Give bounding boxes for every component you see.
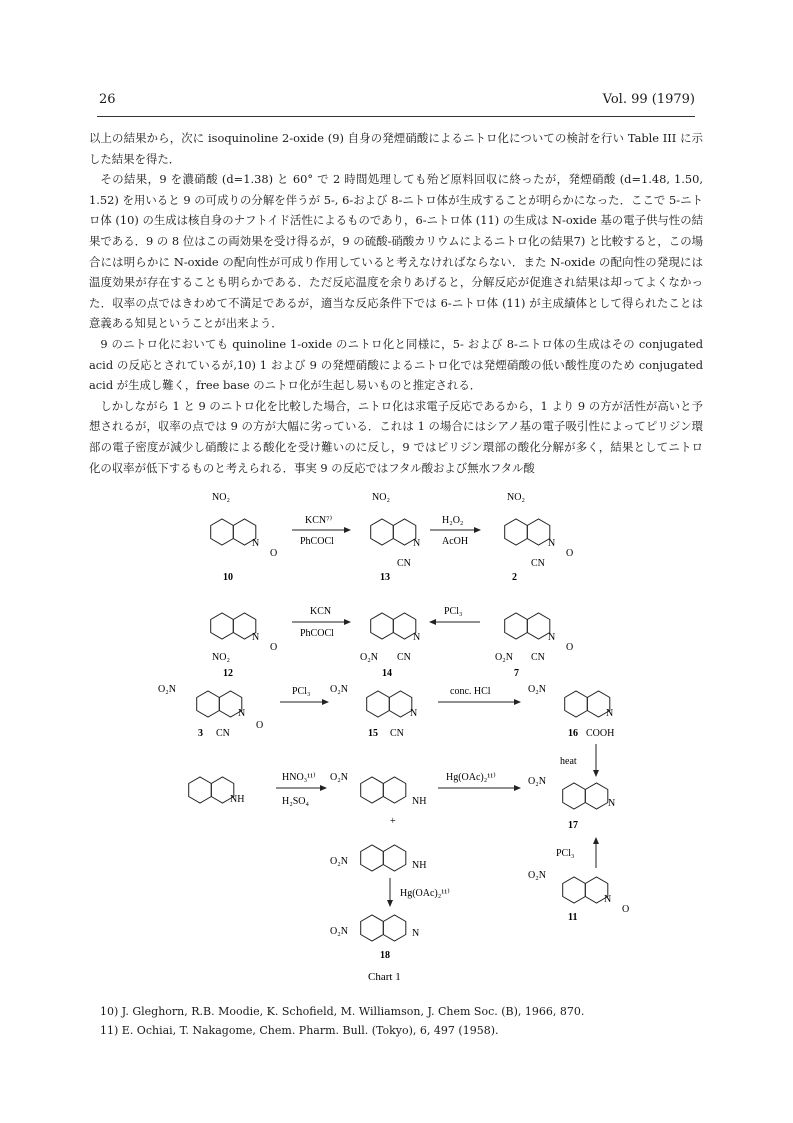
ring-bond [563,783,586,809]
ring-bond [383,915,406,941]
reagent-label: PhCOCl [300,628,334,639]
atom-label: CN [216,728,230,739]
ring-bond [565,691,588,717]
atom-label: N [252,632,260,643]
ring-bond [189,777,212,803]
reaction-scheme [150,488,670,988]
references [100,1002,700,1040]
atom-label: CN [397,558,411,569]
reagent-label: PCl₃ [444,606,463,617]
atom-label: N [548,632,556,643]
ring-bond [361,777,384,803]
paragraph-4: しかしながら 1 と 9 のニトロ化を比較した場合，ニトロ化は求電子反応であるから，1 より 9 の方が活性が高いと予想されるが，収率の点では 9 の方が大幅に劣っている．これは 1 の場合にはシアノ基の電子吸引性によってピリジン環部の電子密度が減少し硝酸による酸化を受け難いのに反し，9 ではピリジン環部の酸化分解が多く，結果としてニトロ化の収率が低下するものと考えられる．事実 9 の反応ではフタル酸および無水フタル酸 [89,398,703,475]
ring-bond [563,877,586,903]
ring-bond [505,519,528,545]
atom-label: O [270,642,278,653]
atom-label: NH [412,860,427,871]
atom-label: N [413,538,421,549]
reference-11: 11) E. Ochiai, T. Nakagome, Chem. Pharm. Bull. (Tokyo), 6, 497 (1958). [100,1024,499,1037]
atom-label: NO₂ [212,652,230,663]
atom-label: NH [412,796,427,807]
page-number: 26 [99,92,116,107]
reagent-label: Hg(OAc)₂¹¹⁾ [446,772,496,783]
compound-number: 10 [223,572,233,583]
atom-label: CN [531,652,545,663]
ring-bond [389,691,412,717]
atom-label: N [238,708,246,719]
volume-header: Vol. 99 (1979) [602,92,695,107]
compound-number: 15 [368,728,378,739]
atom-label: O₂N [528,776,546,787]
ring-bond [585,783,608,809]
atom-label: O₂N [330,856,348,867]
reagent-label: HNO₃¹¹⁾ [282,772,316,783]
paragraph-3: 9 のニトロ化においても quinoline 1-oxide のニトロ化と同様に，5- および 8-ニトロ体の生成はその conjugated acid の反応とされているが,10) 1 および 9 の発煙硝酸によるニトロ化では発煙硝酸の低い酸性度のため conjugated acid が生成し難く，free base のニトロ化が生起し易いものと推定される． [89,336,703,393]
ring-bond [361,915,384,941]
atom-label: CN [390,728,404,739]
reagent-label: AcOH [442,536,469,547]
atom-label: O₂N [528,684,546,695]
reference-10: 10) J. Gleghorn, R.B. Moodie, K. Schofield, M. Williamson, J. Chem Soc. (B), 1966, 870. [100,1005,585,1018]
reagent-label: KCN [310,606,332,617]
atom-label: NO₂ [507,492,525,503]
compound-number: 18 [380,950,390,961]
reagent-label: KCN⁷⁾ [305,515,333,526]
atom-label: O₂N [360,652,378,663]
reagent-label: PCl₃ [556,848,575,859]
atom-label: NO₂ [212,492,230,503]
ring-bond [527,613,550,639]
ring-bond [211,519,234,545]
compound-number: 12 [223,668,233,679]
reagent-label: PhCOCl [300,536,334,547]
ring-bond [383,845,406,871]
atom-label: N [608,798,616,809]
atom-label: O₂N [528,870,546,881]
atom-label: O [622,904,630,915]
reagent-label: H₂SO₄ [282,796,309,807]
ring-bond [197,691,220,717]
compound-number: 17 [568,820,578,831]
compound-number: 11 [568,912,578,923]
reagent-label: conc. HCl [450,686,491,697]
header-rule [97,116,695,117]
paragraph-2: その結果，9 を濃硝酸 (d=1.38) と 60° で 2 時間処理しても殆ど原料回収に終ったが，発煙硝酸 (d=1.48, 1.50, 1.52) を用いると 9 の可成りの分解を伴うが 5-, 6-および 8-ニトロ体が生成することが明らかになった．ここで 5-ニトロ体 (10) の生成は核自身のナフトイド活性によるものであり，6-ニトロ体 (11) の生成は N-oxide 基の電子供与性の結果である．9 の 8 位はこの両効果を受け得るが，9 の硫酸-硝酸カリウムによるニトロ化の結果7) と比較すると，この場合には明らかに N-oxide の配向性が可成り作用していると考えなければならない．また N-oxide の配向性の発現には温度効果が存在することも明らかである．ただ反応温度を余りあげると，分解反応が促進され結果は却ってよくなかった．収率の点ではきわめて不満足であるが，適当な反応条件下では 6-ニトロ体 (11) が主成績体として得られたことは意義ある知見ということが出来よう． [89,172,703,331]
atom-label: O [566,642,574,653]
compound-number: 14 [382,668,392,679]
chart-caption: Chart 1 [368,971,401,983]
compound-number: 7 [514,668,519,679]
ring-bond [211,613,234,639]
ring-bond [361,845,384,871]
reagent-label: PCl₃ [292,686,311,697]
atom-label: CN [397,652,411,663]
atom-label: COOH [586,728,615,739]
reagent-label: + [390,816,396,827]
ring-bond [383,777,406,803]
atom-label: N [410,708,418,719]
compound-number: 13 [380,572,390,583]
compound-number: 2 [512,572,517,583]
ring-bond [505,613,528,639]
ring-bond [371,519,394,545]
reagent-label: Hg(OAc)₂¹¹⁾ [400,888,450,899]
atom-label: N [252,538,260,549]
atom-label: N [412,928,420,939]
paragraph-1: 以上の結果から，次に isoquinoline 2-oxide (9) 自身の発煙硝酸によるニトロ化についての検討を行い Table III に示した結果を得た． [89,131,703,166]
atom-label: N [606,708,614,719]
atom-label: CN [531,558,545,569]
atom-label: O [566,548,574,559]
reagent-label: heat [560,756,577,767]
atom-label: O₂N [330,772,348,783]
ring-bond [527,519,550,545]
atom-label: N [604,894,612,905]
atom-label: O₂N [158,684,176,695]
atom-label: N [413,632,421,643]
atom-label: O₂N [495,652,513,663]
body-text [89,128,703,478]
atom-label: N [548,538,556,549]
atom-label: O [256,720,264,731]
atom-label: O₂N [330,684,348,695]
atom-label: NH [230,794,245,805]
ring-bond [367,691,390,717]
compound-number: 16 [568,728,578,739]
compound-number: 3 [198,728,203,739]
atom-label: O [270,548,278,559]
atom-label: O₂N [330,926,348,937]
reagent-label: H₂O₂ [442,515,464,526]
atom-label: NO₂ [372,492,390,503]
ring-bond [371,613,394,639]
